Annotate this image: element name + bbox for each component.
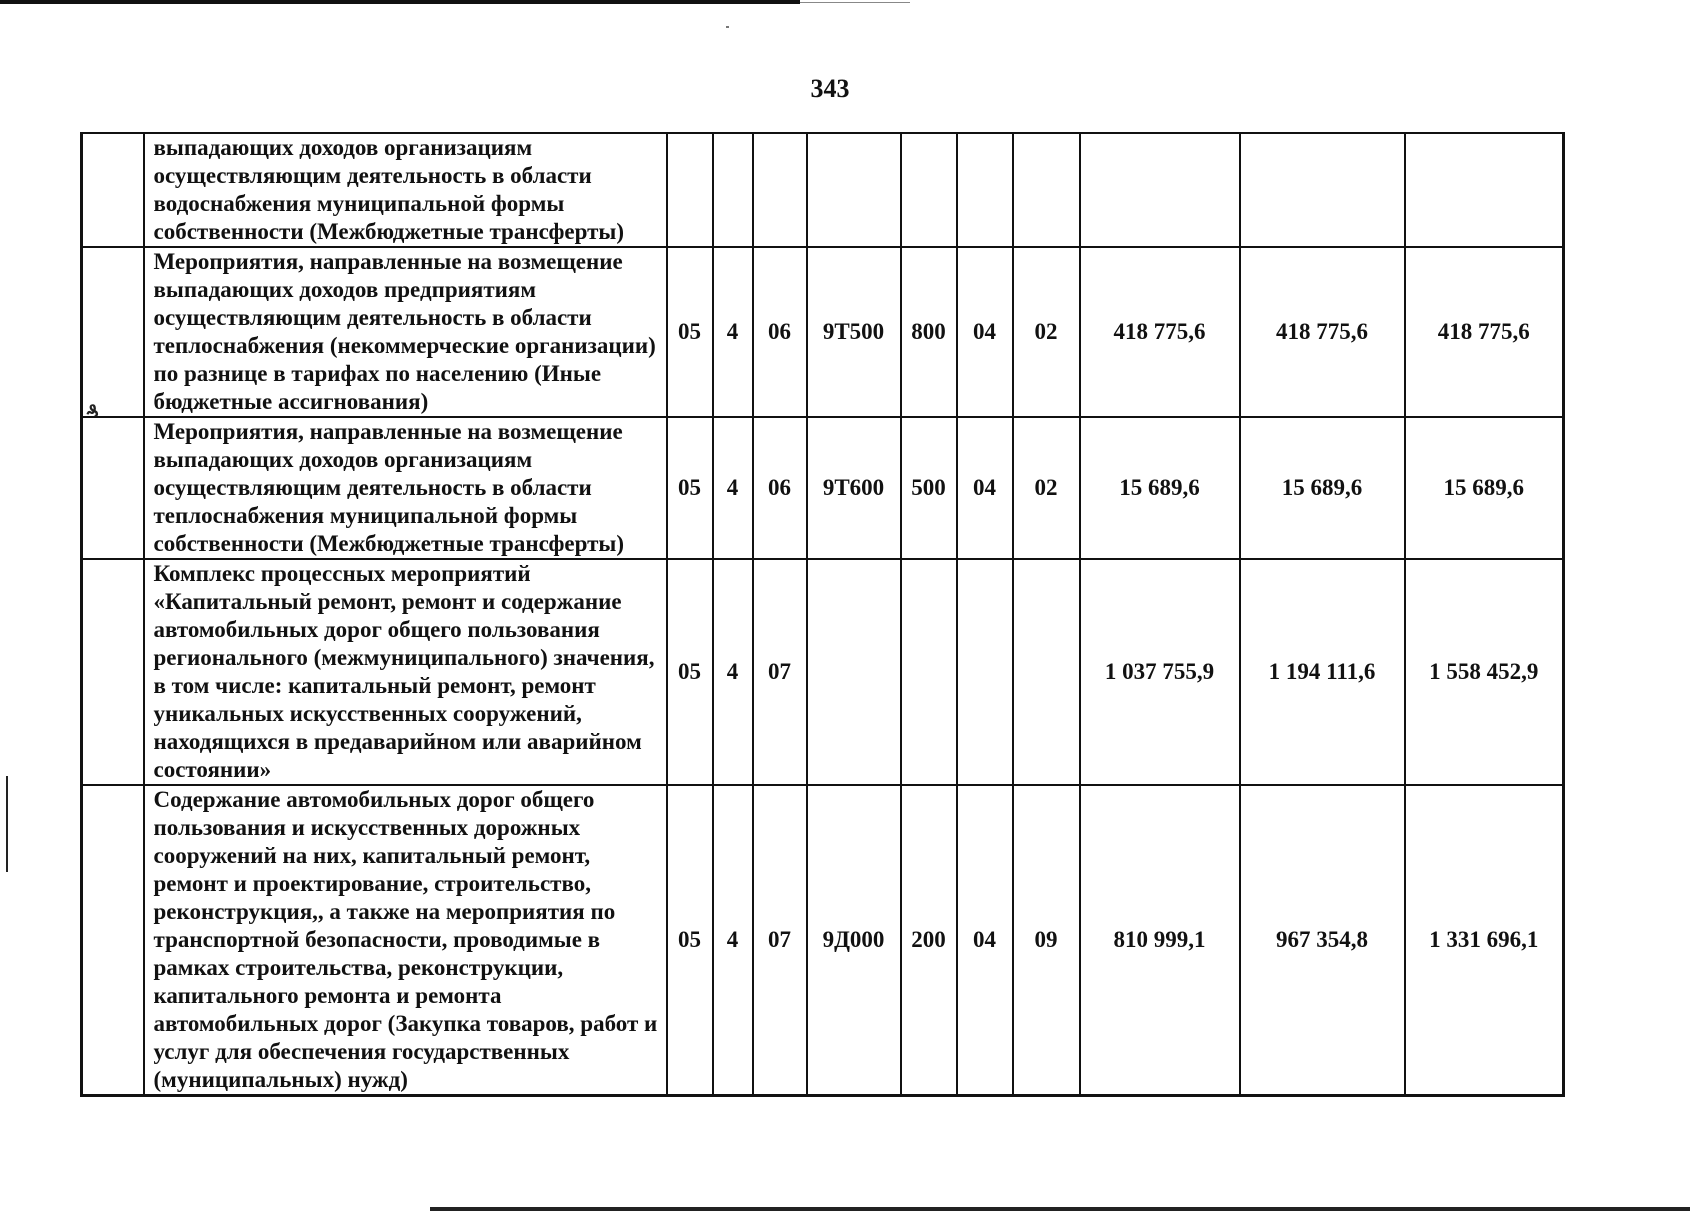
- code-cell: [1013, 133, 1080, 247]
- amount-cell: 418 775,6: [1405, 247, 1564, 417]
- code-cell: 200: [901, 785, 957, 1096]
- code-cell: 04: [957, 247, 1013, 417]
- code-cell: [1013, 559, 1080, 785]
- code-cell: [901, 559, 957, 785]
- amount-cell: [1240, 133, 1405, 247]
- amount-cell: 15 689,6: [1405, 417, 1564, 559]
- code-cell: 9Т600: [807, 417, 901, 559]
- row-index-cell: [82, 785, 144, 1096]
- budget-table: [80, 132, 1565, 1097]
- table-row: [82, 247, 1564, 417]
- row-description: Комплекс процессных мероприятий «Капитальный ремонт, ремонт и содержание автомобильных дорог общего пользования регионального (межмуниципального) значения, в том числе: капитальный ремонт, ремонт уникальных искусственных сооружений, находящихся в предаварийном или аварийном состоянии»: [144, 559, 667, 785]
- code-cell: 06: [753, 417, 807, 559]
- row-description: выпадающих доходов организациям осуществляющим деятельность в области водоснабжения муниципальной формы собственности (Межбюджетные трансферты): [144, 133, 667, 247]
- code-cell: 4: [713, 247, 753, 417]
- amount-cell: 810 999,1: [1080, 785, 1240, 1096]
- code-cell: 06: [753, 247, 807, 417]
- code-cell: 800: [901, 247, 957, 417]
- code-cell: [667, 133, 713, 247]
- amount-cell: 1 037 755,9: [1080, 559, 1240, 785]
- table-row: [82, 785, 1564, 1096]
- scan-edge-line-top: [0, 0, 800, 4]
- row-description: Мероприятия, направленные на возмещение выпадающих доходов организациям осуществляющим деятельность в области теплоснабжения муниципальной формы собственности (Межбюджетные трансферты): [144, 417, 667, 559]
- row-description: Мероприятия, направленные на возмещение выпадающих доходов предприятиям осуществляющим деятельность в области теплоснабжения (некоммерческие организации) по разнице в тарифах по населению (Иные бюджетные ассигнования): [144, 247, 667, 417]
- amount-cell: 1 331 696,1: [1405, 785, 1564, 1096]
- scan-edge-line-bottom: [430, 1207, 1690, 1211]
- scan-edge-mark-left: [6, 776, 8, 872]
- row-index-cell: [82, 559, 144, 785]
- row-index-cell: [82, 417, 144, 559]
- code-cell: 9Д000: [807, 785, 901, 1096]
- code-cell: 4: [713, 785, 753, 1096]
- scan-speck: [726, 26, 729, 28]
- code-cell: [901, 133, 957, 247]
- code-cell: 9Т500: [807, 247, 901, 417]
- row-description: Содержание автомобильных дорог общего пользования и искусственных дорожных сооружений на них, капитальный ремонт, ремонт и проектирование, строительство, реконструкция,, а также на мероприятия по транспортной безопасности, проводимые в рамках строительства, реконструкции, капитального ремонта и ремонта автомобильных дорог (Закупка товаров, работ и услуг для обеспечения государственных (муниципальных) нужд): [144, 785, 667, 1096]
- row-index-cell: [82, 247, 144, 417]
- code-cell: 05: [667, 559, 713, 785]
- code-cell: 04: [957, 417, 1013, 559]
- code-cell: [713, 133, 753, 247]
- table-row: [82, 559, 1564, 785]
- scan-edge-line-top-thin: [800, 2, 910, 3]
- amount-cell: 1 558 452,9: [1405, 559, 1564, 785]
- code-cell: 4: [713, 559, 753, 785]
- row-index-cell: [82, 133, 144, 247]
- code-cell: 05: [667, 247, 713, 417]
- amount-cell: [1405, 133, 1564, 247]
- code-cell: 07: [753, 559, 807, 785]
- amount-cell: 15 689,6: [1080, 417, 1240, 559]
- amount-cell: 418 775,6: [1080, 247, 1240, 417]
- page-number: 343: [810, 74, 850, 103]
- table-row: [82, 417, 1564, 559]
- code-cell: 07: [753, 785, 807, 1096]
- amount-cell: 418 775,6: [1240, 247, 1405, 417]
- code-cell: 05: [667, 785, 713, 1096]
- code-cell: [807, 133, 901, 247]
- code-cell: [957, 559, 1013, 785]
- amount-cell: 1 194 111,6: [1240, 559, 1405, 785]
- amount-cell: 15 689,6: [1240, 417, 1405, 559]
- code-cell: 02: [1013, 247, 1080, 417]
- code-cell: 500: [901, 417, 957, 559]
- code-cell: [807, 559, 901, 785]
- margin-scribble: ₰: [83, 400, 102, 425]
- code-cell: 05: [667, 417, 713, 559]
- code-cell: [753, 133, 807, 247]
- code-cell: [957, 133, 1013, 247]
- amount-cell: [1080, 133, 1240, 247]
- amount-cell: 967 354,8: [1240, 785, 1405, 1096]
- code-cell: 04: [957, 785, 1013, 1096]
- code-cell: 09: [1013, 785, 1080, 1096]
- table-row: [82, 133, 1564, 247]
- code-cell: 02: [1013, 417, 1080, 559]
- code-cell: 4: [713, 417, 753, 559]
